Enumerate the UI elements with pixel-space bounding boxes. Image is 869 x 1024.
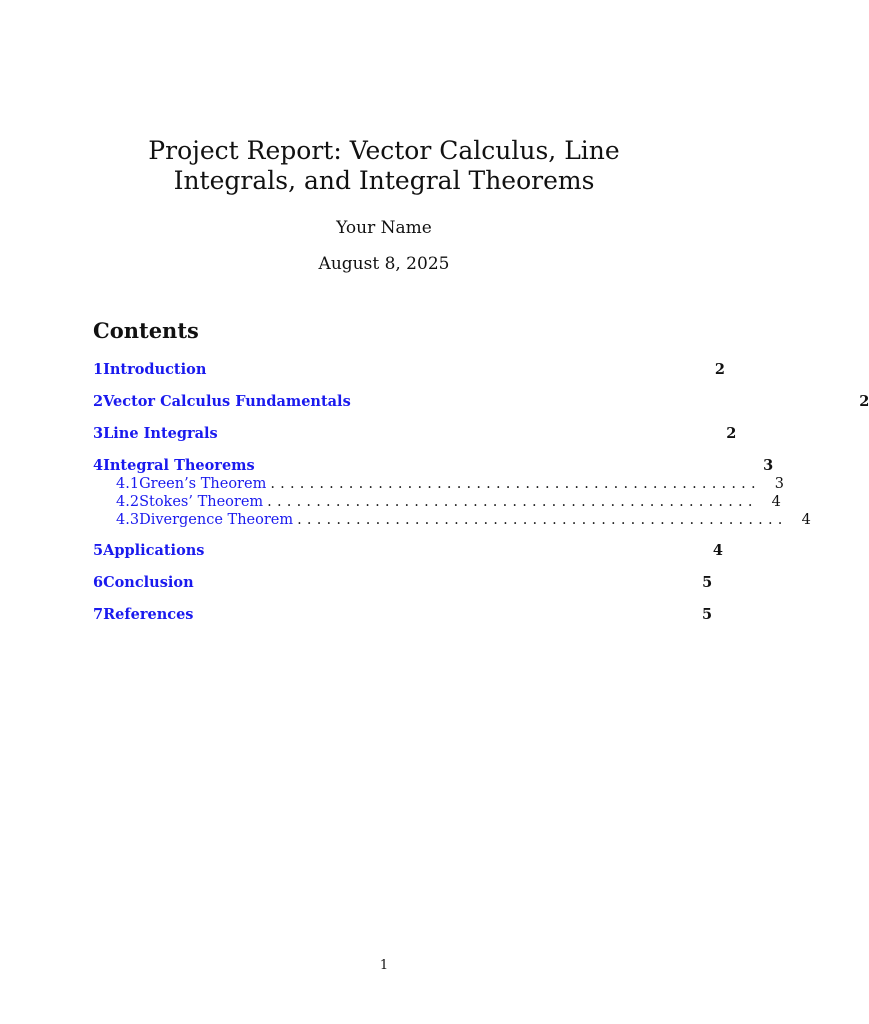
toc-entry-label: Line Integrals <box>103 425 218 442</box>
toc-entry-stokes-theorem[interactable] <box>93 493 781 511</box>
toc-entry-page: 2 <box>859 393 869 410</box>
toc-entry-label: Applications <box>103 542 205 559</box>
toc-entry-page: 3 <box>763 457 774 474</box>
toc-entry-label: Integral Theorems <box>103 457 255 474</box>
toc-entry-line-integrals[interactable] <box>93 425 737 443</box>
toc-leader-dots: .................................................. <box>267 494 758 510</box>
toc-entry-page: 5 <box>702 574 713 591</box>
toc-entry-number: 4.2 <box>116 494 140 510</box>
toc-entry-number: 6 <box>93 574 104 591</box>
toc-entry-number: 2 <box>93 393 104 410</box>
toc-entry-number: 4 <box>93 457 104 474</box>
toc-entry-number: 5 <box>93 542 104 559</box>
toc-entry-number: 3 <box>93 425 104 442</box>
toc-entry-label: Introduction <box>103 361 207 378</box>
toc-entry-number: 4.1 <box>116 476 140 492</box>
toc-entry-label: Stokes’ Theorem <box>139 494 264 510</box>
toc-entry-page: 4 <box>771 494 781 510</box>
toc-entry-label: Vector Calculus Fundamentals <box>103 393 351 410</box>
contents-heading: Contents <box>93 318 199 343</box>
toc-entry-vector-calculus-fundamentals[interactable] <box>93 393 869 411</box>
toc-entry-number: 4.3 <box>116 512 140 528</box>
toc-entry-number: 7 <box>93 606 104 623</box>
toc-entry-page: 2 <box>714 361 725 378</box>
toc-entry-label: Green’s Theorem <box>139 476 267 492</box>
toc-entry-applications[interactable] <box>93 542 724 560</box>
toc-entry-label: Conclusion <box>103 574 194 591</box>
page-number: 1 <box>379 958 389 973</box>
toc-entry-conclusion[interactable] <box>93 574 713 592</box>
toc-entry-page: 4 <box>801 512 811 528</box>
toc-entry-page: 2 <box>726 425 737 442</box>
toc-entry-page: 4 <box>712 542 724 559</box>
author-name: Your Name <box>336 218 432 238</box>
toc-leader-dots: .................................................. <box>297 512 788 528</box>
toc-entry-label: References <box>103 606 194 623</box>
toc-entry-integral-theorems[interactable] <box>93 457 774 475</box>
toc-leader-dots: .................................................. <box>270 476 761 492</box>
toc-entry-divergence-theorem[interactable] <box>93 511 811 529</box>
toc-entry-introduction[interactable] <box>93 361 725 379</box>
document-date: August 8, 2025 <box>318 254 450 274</box>
toc-entry-page: 3 <box>774 476 785 492</box>
document-title: Project Report: Vector Calculus, Line Integrals, and Integral Theorems <box>148 136 620 195</box>
toc-entry-references[interactable] <box>93 606 713 624</box>
toc-entry-page: 5 <box>701 606 713 623</box>
toc-entry-label: Divergence Theorem <box>139 512 294 528</box>
toc-entry-number: 1 <box>93 361 104 378</box>
toc-entry-greens-theorem[interactable] <box>93 475 785 493</box>
